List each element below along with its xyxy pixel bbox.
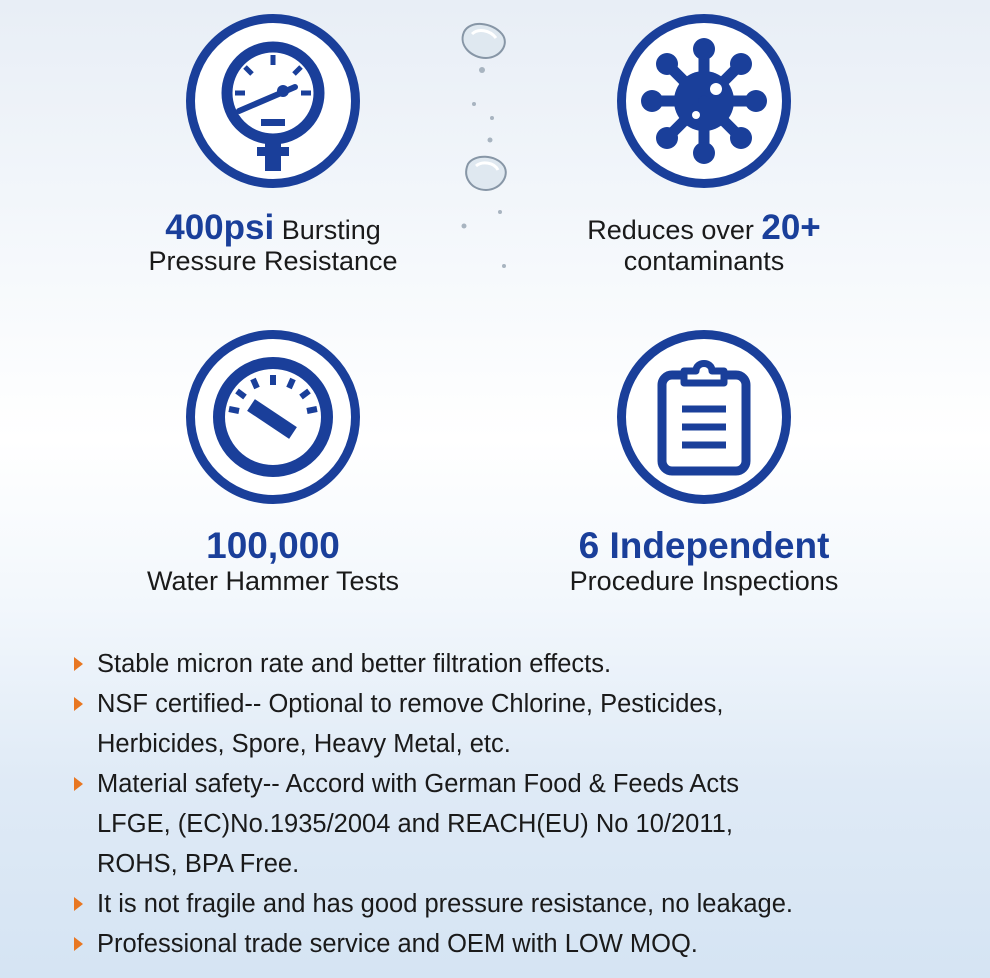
- feature-bursting-pressure: [63, 14, 483, 284]
- water-hammer-gauge-icon: [186, 330, 360, 504]
- list-item-text: Material safety-- Accord with German Food & Feeds Acts: [97, 770, 739, 798]
- bullet-arrow-icon: [74, 777, 83, 791]
- list-item: [72, 924, 952, 964]
- feature-highlight: 100,000: [206, 525, 340, 566]
- feature-subtitle: contaminants: [623, 246, 785, 276]
- list-item: [72, 684, 952, 764]
- list-item: [72, 764, 952, 884]
- contaminant-particle-icon: [617, 14, 791, 188]
- bullet-arrow-icon: [74, 897, 83, 911]
- list-item-text: ROHS, BPA Free.: [97, 850, 300, 878]
- list-item-text: It is not fragile and has good pressure resistance, no leakage.: [97, 890, 794, 918]
- feature-subtitle: Pressure Resistance: [148, 246, 398, 276]
- list-item-text: Stable micron rate and better filtration effects.: [97, 650, 612, 678]
- bullet-arrow-icon: [74, 697, 83, 711]
- list-item-text: LFGE, (EC)No.1935/2004 and REACH(EU) No 10/2011,: [97, 810, 733, 838]
- clipboard-icon: [617, 330, 791, 504]
- feature-highlight: 6 Independent: [578, 525, 830, 566]
- list-item-text: Herbicides, Spore, Heavy Metal, etc.: [97, 730, 511, 758]
- list-item: [72, 884, 952, 924]
- feature-contaminants: [494, 14, 914, 284]
- pressure-gauge-icon: [186, 14, 360, 188]
- feature-water-hammer: [63, 330, 483, 600]
- feature-subtitle: Water Hammer Tests: [146, 566, 400, 596]
- feature-caption: [63, 526, 483, 597]
- feature-text: Reduces over: [587, 215, 762, 245]
- feature-caption: [63, 208, 483, 277]
- list-item: [72, 644, 952, 684]
- feature-highlight: 20+: [761, 208, 821, 247]
- feature-bullet-list: [72, 644, 952, 964]
- list-item-text: NSF certified-- Optional to remove Chlorine, Pesticides,: [97, 690, 724, 718]
- feature-caption: [494, 208, 914, 277]
- feature-highlight: 400psi: [165, 208, 275, 247]
- bullet-arrow-icon: [74, 937, 83, 951]
- feature-text: Bursting: [274, 215, 381, 245]
- bullet-arrow-icon: [74, 657, 83, 671]
- feature-inspections: [494, 330, 914, 600]
- feature-caption: [494, 526, 914, 597]
- list-item-text: Professional trade service and OEM with LOW MOQ.: [97, 930, 698, 958]
- feature-subtitle: Procedure Inspections: [569, 566, 839, 596]
